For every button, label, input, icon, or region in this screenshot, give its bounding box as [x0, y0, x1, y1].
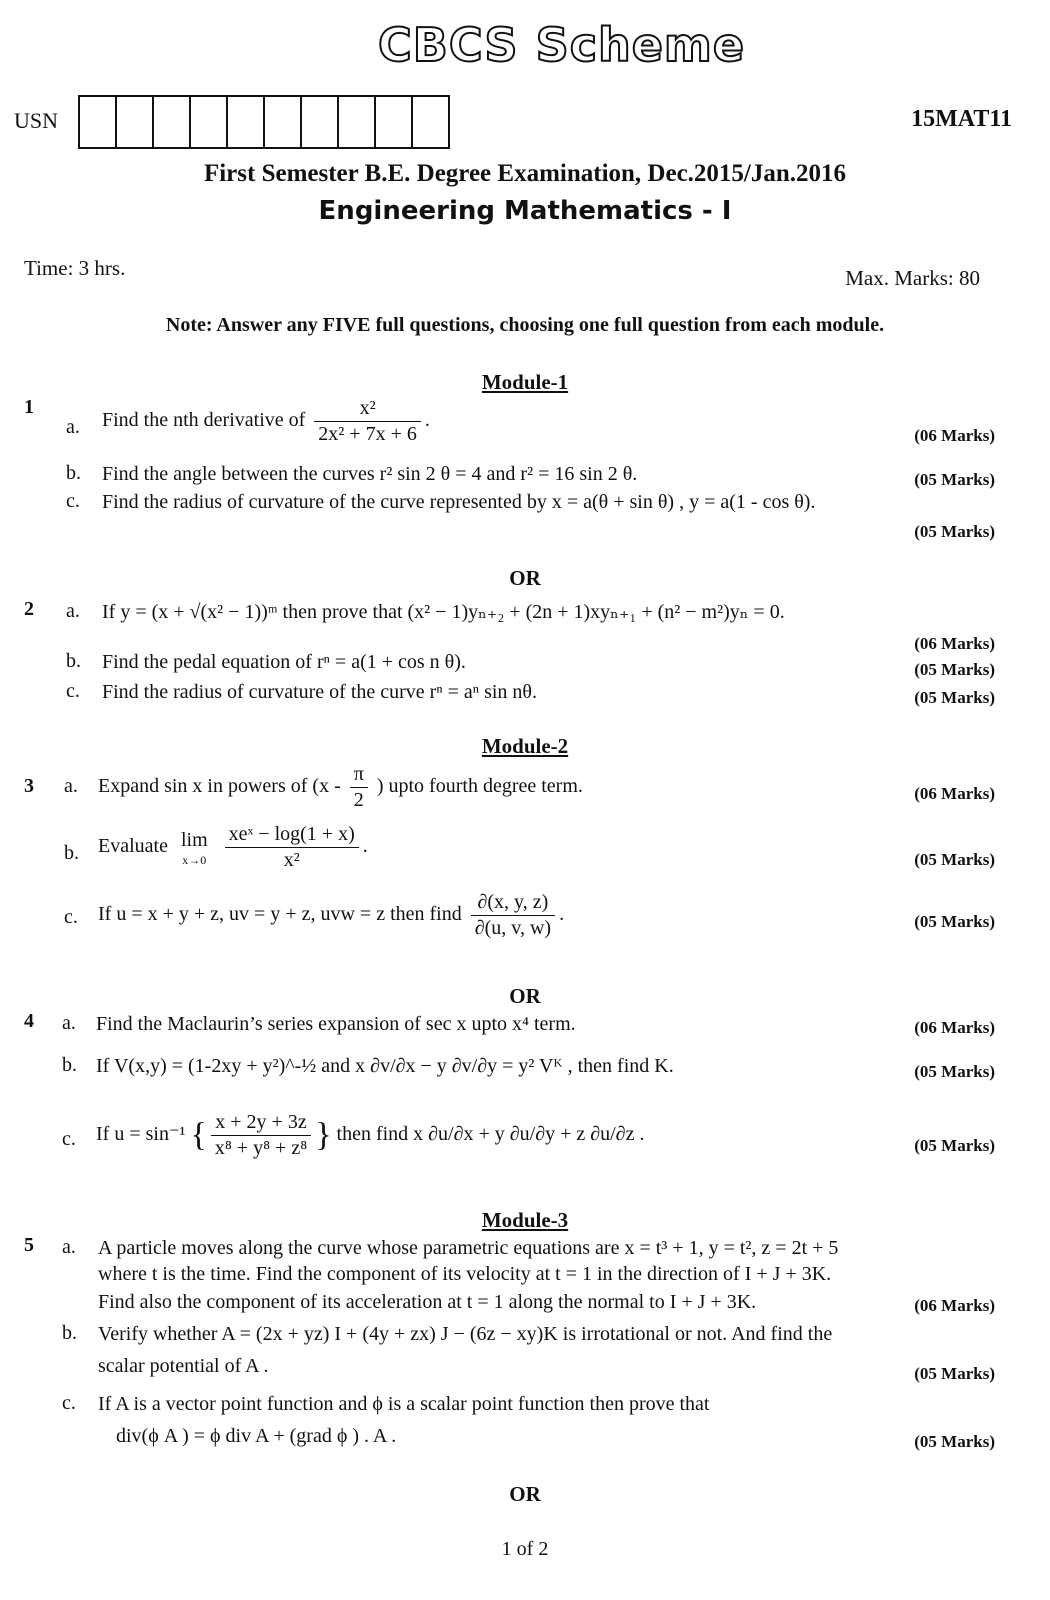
question-text: Find the pedal equation of rⁿ = a(1 + cos n θ). [102, 651, 466, 673]
question-text: where t is the time. Find the component of its velocity at t = 1 in the direction of I + J + 3K. [98, 1263, 832, 1285]
marks-label: (05 Marks) [914, 688, 995, 707]
question-text: scalar potential of A . [98, 1355, 269, 1377]
marks-label: (05 Marks) [914, 522, 995, 541]
page-number: 1 of 2 [501, 1538, 549, 1560]
question-text: If A is a vector point function and ϕ is a scalar point function then prove that [98, 1393, 710, 1415]
instructions-note: Note: Answer any FIVE full questions, choosing one full question from each module. [165, 314, 885, 336]
sub-label: a. [62, 1236, 76, 1258]
sub-label: a. [66, 416, 80, 438]
max-marks: Max. Marks: 80 [845, 266, 980, 290]
marks-label: (06 Marks) [914, 634, 995, 653]
question-number: 1 [24, 396, 34, 418]
question-text: If y = (x + √(x² − 1))ᵐ then prove that (x² − 1)yₙ₊₂ + (2n + 1)xyₙ₊₁ + (n² − m²)yₙ = 0. [102, 601, 785, 623]
sub-label: c. [66, 490, 80, 512]
sub-label: c. [66, 680, 80, 702]
sub-label: a. [66, 600, 80, 622]
question-text: Find the angle between the curves r² sin 2 θ = 4 and r² = 16 sin 2 θ. [102, 463, 638, 485]
question-text: If u = x + y + z, uv = y + z, uvw = z then find $\frac{\partial(x, y, z)}{\partial(u, v, w)}$ . [98, 891, 565, 939]
time-label: Time: 3 hrs. [24, 256, 126, 280]
sub-label: b. [62, 1054, 77, 1076]
marks-label: (06 Marks) [914, 1296, 995, 1315]
module-1-heading: Module-1 [481, 370, 569, 394]
marks-label: (06 Marks) [914, 784, 995, 803]
sub-label: a. [64, 775, 78, 797]
marks-label: (05 Marks) [914, 1062, 995, 1081]
sub-label: a. [62, 1012, 76, 1034]
question-text: Find the nth derivative of $\frac{\text{x²}}{\text{2x² + 7x + 6}}$ . [102, 397, 430, 445]
exam-title: First Semester B.E. Degree Examination, Dec.2015/Jan.2016 [203, 160, 847, 187]
marks-label: (05 Marks) [914, 912, 995, 931]
marks-label: (05 Marks) [914, 660, 995, 679]
module-2-heading: Module-2 [481, 734, 569, 758]
marks-label: (05 Marks) [914, 1136, 995, 1155]
or-divider: OR [509, 566, 541, 590]
marks-label: (06 Marks) [914, 1018, 995, 1037]
marks-label: (05 Marks) [914, 850, 995, 869]
question-text: Find the Maclaurin’s series expansion of sec x upto x⁴ term. [96, 1013, 576, 1035]
question-text: If V(x,y) = (1-2xy + y²)^-½ and x ∂v/∂x − y ∂v/∂y = y² Vᴷ , then find K. [96, 1055, 674, 1077]
sub-label: b. [66, 650, 81, 672]
question-number: 5 [24, 1234, 34, 1256]
question-text: Expand sin x in powers of (x - $\frac{\pi}{2}$ ) upto fourth degree term. [98, 763, 583, 811]
sub-label: b. [64, 842, 79, 864]
question-text: Find the radius of curvature of the curve rⁿ = aⁿ sin nθ. [102, 681, 537, 703]
question-text: If u = sin⁻¹ { $\frac{x + 2y + 3z}{\text{x⁸ + y⁸ + z⁸}}$ } then find x ∂u/∂x + y ∂u/∂y + z ∂u/∂z . [96, 1111, 645, 1159]
question-text: A particle moves along the curve whose parametric equations are x = t³ + 1, y = t², z = 2t + 5 [98, 1237, 839, 1259]
marks-label: (05 Marks) [914, 1364, 995, 1383]
question-text: Verify whether A = (2x + yz) I + (4y + zx) J − (6z − xy)K is irrotational or not. And find the [98, 1323, 833, 1345]
usn-boxes [78, 95, 450, 149]
sub-label: b. [66, 462, 81, 484]
module-3-heading: Module-3 [481, 1208, 569, 1232]
question-text: Find the radius of curvature of the curve represented by x = a(θ + sin θ) , y = a(1 - cos θ). [102, 491, 816, 513]
or-divider: OR [509, 984, 541, 1008]
subject-title: Engineering Mathematics - I [318, 196, 732, 226]
question-number: 2 [24, 598, 34, 620]
cbcs-banner: CBCS Scheme [378, 18, 746, 72]
sub-label: c. [62, 1392, 76, 1414]
marks-label: (05 Marks) [914, 470, 995, 489]
question-text: Evaluate lim x→0 $\frac{\text{xeˣ − log(1 + x)}}{\text{x²}}$ . [98, 823, 368, 871]
marks-label: (05 Marks) [914, 1432, 995, 1451]
question-number: 4 [24, 1010, 34, 1032]
usn-label: USN [14, 108, 59, 133]
question-text: Find also the component of its acceleration at t = 1 along the normal to I + J + 3K. [98, 1291, 757, 1313]
sub-label: c. [62, 1128, 76, 1150]
sub-label: c. [64, 906, 78, 928]
question-number: 3 [24, 775, 34, 797]
marks-label: (06 Marks) [914, 426, 995, 445]
question-text: div(ϕ A ) = ϕ div A + (grad ϕ ) . A . [116, 1425, 397, 1447]
course-code: 15MAT11 [911, 106, 1012, 132]
or-divider: OR [509, 1482, 541, 1506]
sub-label: b. [62, 1322, 77, 1344]
